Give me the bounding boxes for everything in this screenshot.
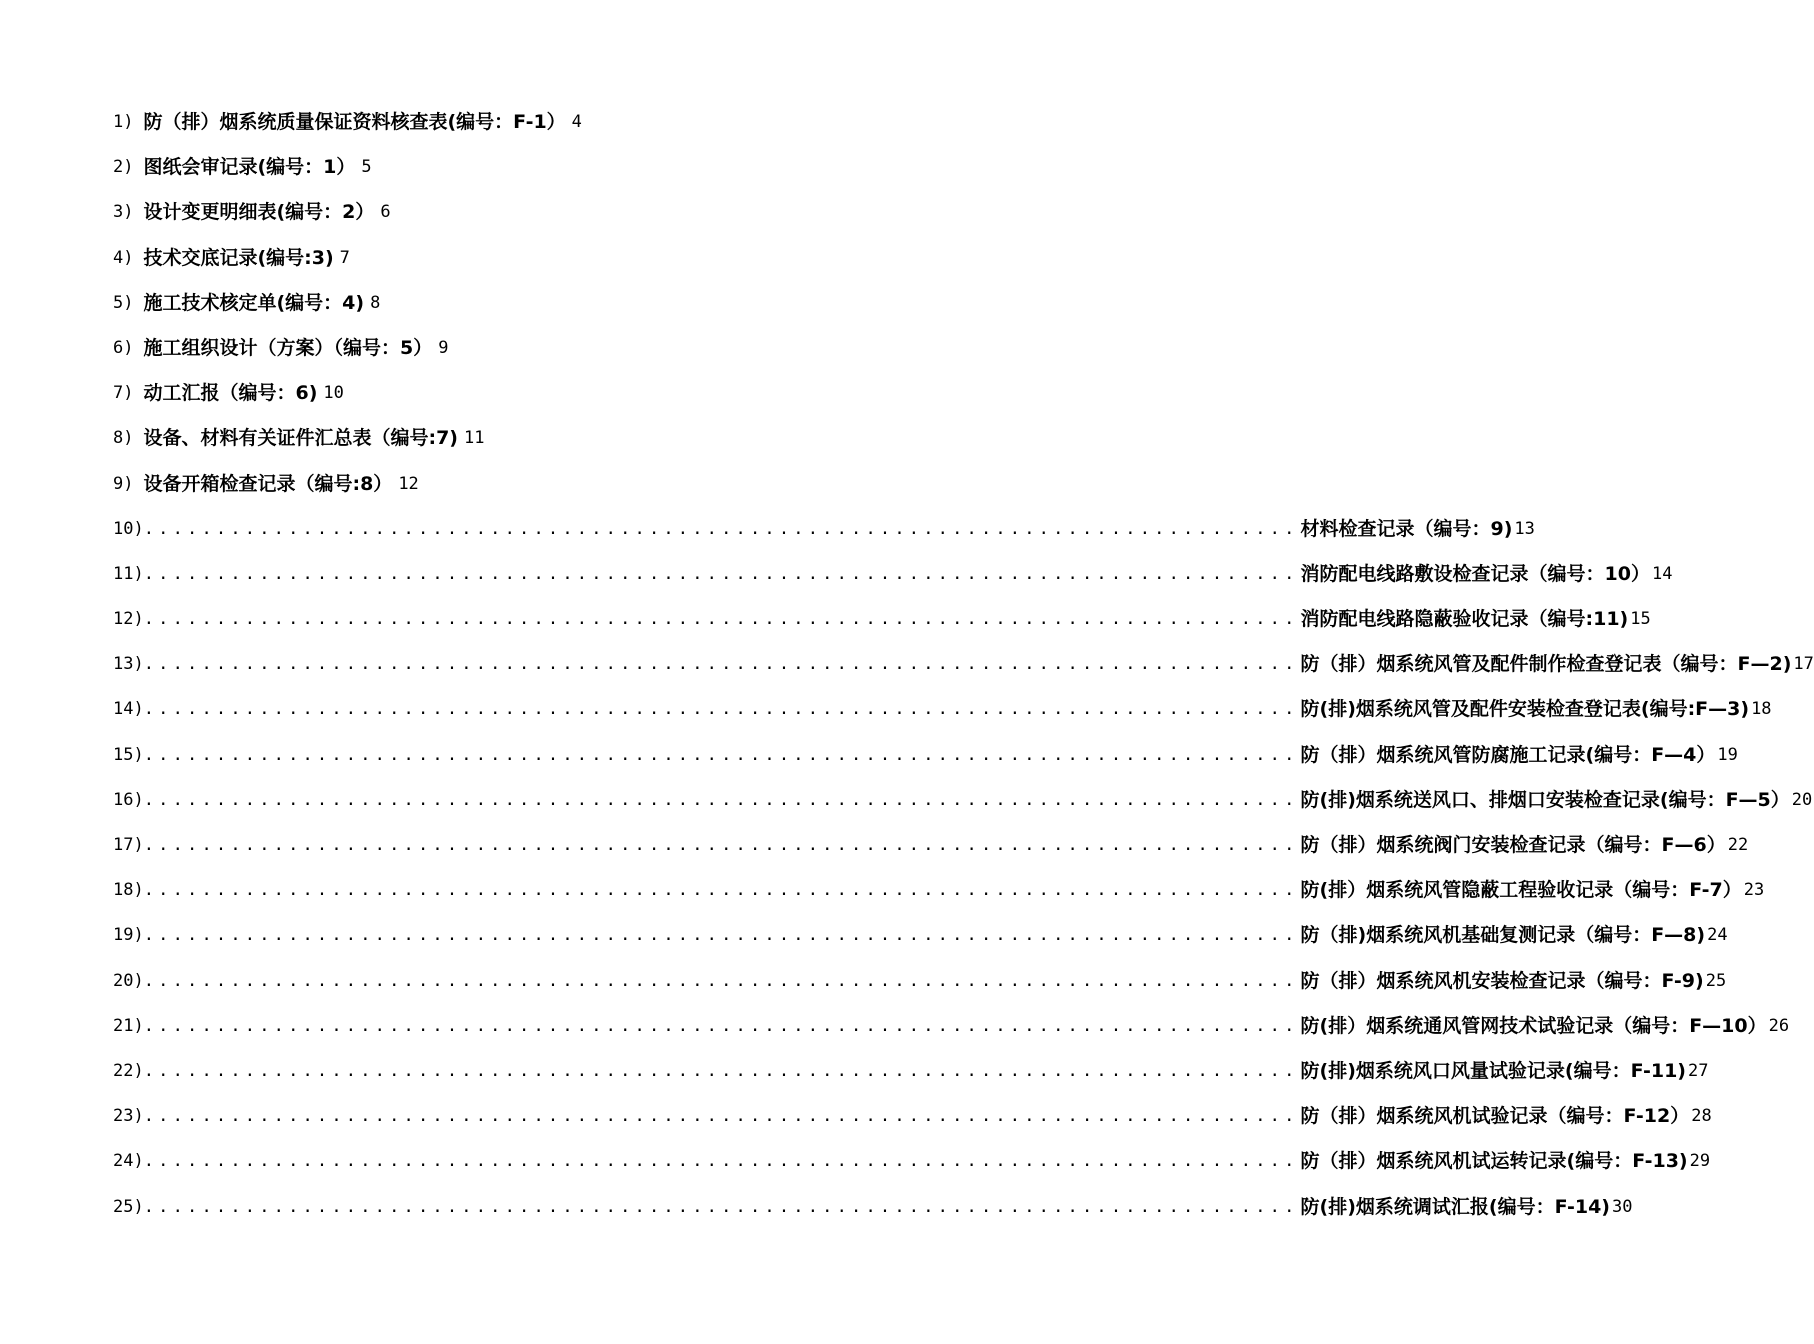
table-of-contents <box>113 106 1814 1236</box>
toc-entry[interactable] <box>113 287 837 332</box>
toc-entry-number: 25) <box>113 1196 144 1217</box>
toc-entry[interactable] <box>113 468 837 513</box>
toc-entry-page: 11 <box>464 428 485 449</box>
toc-entry-title: 消防配电线路敷设检查记录（编号：10） <box>1300 562 1650 585</box>
toc-entry-title: 施工技术核定单(编号：4) <box>143 291 365 314</box>
toc-entry-title: 防(排）烟系统通风管网技术试验记录（编号：F—10） <box>1300 1014 1767 1037</box>
dot-leader: ................................................................................ <box>143 744 1299 765</box>
toc-entry-page: 28 <box>1691 1106 1712 1127</box>
toc-entry-page: 20 <box>1791 789 1813 810</box>
toc-entry-page: 27 <box>1687 1060 1709 1081</box>
toc-entry-title: 防（排）烟系统阀门安装检查记录（编号：F—6） <box>1300 834 1726 856</box>
toc-entry[interactable] <box>113 196 837 241</box>
toc-entry-number: 15) <box>113 744 144 765</box>
dot-leader: ................................................................................ <box>143 970 1299 991</box>
toc-entry-number: 7) <box>113 383 134 404</box>
toc-entry-title: 防(排）烟系统风管隐蔽工程验收记录（编号：F-7） <box>1300 879 1742 902</box>
toc-entry-title: 防(排)烟系统风口风量试验记录(编号：F-11) <box>1300 1059 1686 1082</box>
toc-entry[interactable] <box>113 829 1749 874</box>
toc-entry-title: 防（排）烟系统风管及配件制作检查登记表（编号：F—2) <box>1300 653 1792 676</box>
toc-entry-title: 防(排)烟系统风管及配件安装检查登记表(编号:F—3) <box>1300 698 1750 721</box>
toc-entry-title: 图纸会审记录(编号：1） <box>143 156 356 179</box>
toc-entry-number: 11) <box>113 563 144 584</box>
toc-entry[interactable] <box>113 1055 1709 1100</box>
toc-entry-title: 防(排)烟系统调试汇报(编号：F-14) <box>1300 1195 1610 1218</box>
toc-entry-page: 9 <box>438 337 449 358</box>
toc-entry-number: 14) <box>113 699 144 720</box>
toc-entry[interactable] <box>113 1100 1712 1145</box>
toc-entry[interactable] <box>113 1145 1711 1190</box>
toc-entry[interactable] <box>113 784 1813 829</box>
toc-entry-title: 防（排）烟系统风机试运转记录(编号：F-13) <box>1300 1150 1688 1173</box>
toc-entry-number: 6) <box>113 337 134 358</box>
toc-entry-page: 17 <box>1793 654 1814 675</box>
toc-entry-page: 18 <box>1751 699 1772 720</box>
toc-entry[interactable] <box>113 1010 1790 1055</box>
toc-entry-page: 13 <box>1514 518 1535 539</box>
toc-entry-number: 22) <box>113 1060 144 1081</box>
toc-entry-page: 22 <box>1727 835 1749 855</box>
toc-entry-page: 6 <box>380 202 391 223</box>
toc-entry[interactable] <box>113 603 1651 648</box>
toc-entry[interactable] <box>113 242 837 287</box>
dot-leader: ................................................................................ <box>143 1106 1299 1127</box>
toc-entry-number: 23) <box>113 1106 144 1127</box>
dot-leader: ................................................................................ <box>143 1015 1299 1036</box>
toc-entry-page: 19 <box>1717 744 1738 765</box>
toc-entry-page: 4 <box>571 112 582 132</box>
toc-entry-title: 材料检查记录（编号：9) <box>1300 517 1513 540</box>
dot-leader: ................................................................................ <box>143 925 1299 946</box>
toc-entry-number: 19) <box>113 925 144 946</box>
toc-entry[interactable] <box>113 513 1535 558</box>
dot-leader: ................................................................................ <box>143 835 1299 855</box>
toc-entry[interactable] <box>113 874 1765 919</box>
toc-entry-title: 技术交底记录(编号:3) <box>143 246 334 269</box>
toc-entry[interactable] <box>113 919 1728 964</box>
toc-entry-title: 防（排）烟系统质量保证资料核查表(编号：F-1） <box>143 111 566 133</box>
toc-entry-number: 21) <box>113 1015 144 1036</box>
toc-entry[interactable] <box>113 739 1738 784</box>
toc-entry-number: 8) <box>113 428 134 449</box>
toc-entry-number: 20) <box>113 970 144 991</box>
dot-leader: ................................................................................ <box>143 1196 1299 1217</box>
toc-entry-number: 10) <box>113 518 144 539</box>
toc-entry-title: 防（排）烟系统风管防腐施工记录(编号：F—4） <box>1300 743 1716 766</box>
toc-entry-number: 5) <box>113 292 134 313</box>
toc-entry-title: 设备、材料有关证件汇总表（编号:7) <box>143 427 458 450</box>
dot-leader: ................................................................................ <box>143 789 1299 810</box>
toc-entry[interactable] <box>113 422 837 467</box>
toc-entry-page: 7 <box>339 247 350 268</box>
toc-entry-number: 12) <box>113 609 144 630</box>
toc-entry[interactable] <box>113 648 1814 693</box>
dot-leader: ................................................................................ <box>143 563 1299 584</box>
toc-entry-title: 防（排）烟系统风机安装检查记录（编号：F-9) <box>1300 969 1704 992</box>
toc-entry-page: 30 <box>1611 1196 1633 1217</box>
toc-entry-title: 防(排)烟系统送风口、排烟口安装检查记录(编号：F—5） <box>1300 788 1790 811</box>
toc-entry-page: 8 <box>370 292 381 313</box>
toc-entry-number: 3) <box>113 202 134 223</box>
toc-entry[interactable] <box>113 106 837 151</box>
toc-entry-page: 26 <box>1768 1015 1790 1036</box>
toc-entry-page: 5 <box>361 157 372 178</box>
toc-entry-number: 2) <box>113 157 134 178</box>
toc-entry-title: 消防配电线路隐蔽验收记录（编号:11) <box>1300 608 1629 631</box>
dot-leader: ................................................................................ <box>143 654 1299 675</box>
toc-entry-title: 防（排）烟系统风机试验记录（编号：F-12） <box>1300 1105 1690 1128</box>
dot-leader: ................................................................................ <box>143 518 1299 539</box>
toc-entry[interactable] <box>113 377 837 422</box>
toc-entry-title: 设计变更明细表(编号：2） <box>143 201 375 224</box>
toc-entry-title: 设备开箱检查记录（编号:8） <box>143 472 393 495</box>
toc-entry-number: 24) <box>113 1151 144 1172</box>
toc-entry[interactable] <box>113 332 837 377</box>
toc-entry-number: 18) <box>113 880 144 901</box>
toc-entry[interactable] <box>113 965 1727 1010</box>
toc-entry-page: 23 <box>1743 880 1765 901</box>
toc-entry[interactable] <box>113 558 1673 603</box>
toc-entry-page: 25 <box>1705 970 1727 991</box>
dot-leader: ................................................................................ <box>143 880 1299 901</box>
toc-entry-page: 10 <box>323 383 344 404</box>
toc-entry-page: 29 <box>1689 1151 1711 1172</box>
toc-entry-number: 13) <box>113 654 144 675</box>
toc-entry-page: 24 <box>1707 925 1728 946</box>
toc-entry-number: 1) <box>113 112 134 132</box>
toc-entry-number: 17) <box>113 835 144 855</box>
toc-entry-page: 12 <box>398 473 419 494</box>
toc-entry-page: 15 <box>1630 609 1651 630</box>
dot-leader: ................................................................................ <box>143 1151 1299 1172</box>
toc-entry-number: 9) <box>113 473 134 494</box>
toc-entry-title: 防（排)烟系统风机基础复测记录（编号：F—8) <box>1300 924 1706 947</box>
toc-entry-title: 动工汇报（编号：6) <box>143 382 318 405</box>
dot-leader: ................................................................................ <box>143 1060 1299 1081</box>
dot-leader: ................................................................................ <box>143 699 1299 720</box>
dot-leader: ................................................................................ <box>143 609 1299 630</box>
toc-entry-title: 施工组织设计（方案）（编号：5） <box>143 336 433 359</box>
toc-entry[interactable] <box>113 1191 1633 1236</box>
toc-entry-number: 4) <box>113 247 134 268</box>
toc-entry[interactable] <box>113 693 1772 738</box>
toc-entry[interactable] <box>113 151 837 196</box>
toc-entry-page: 14 <box>1651 563 1673 584</box>
toc-entry-number: 16) <box>113 789 144 810</box>
